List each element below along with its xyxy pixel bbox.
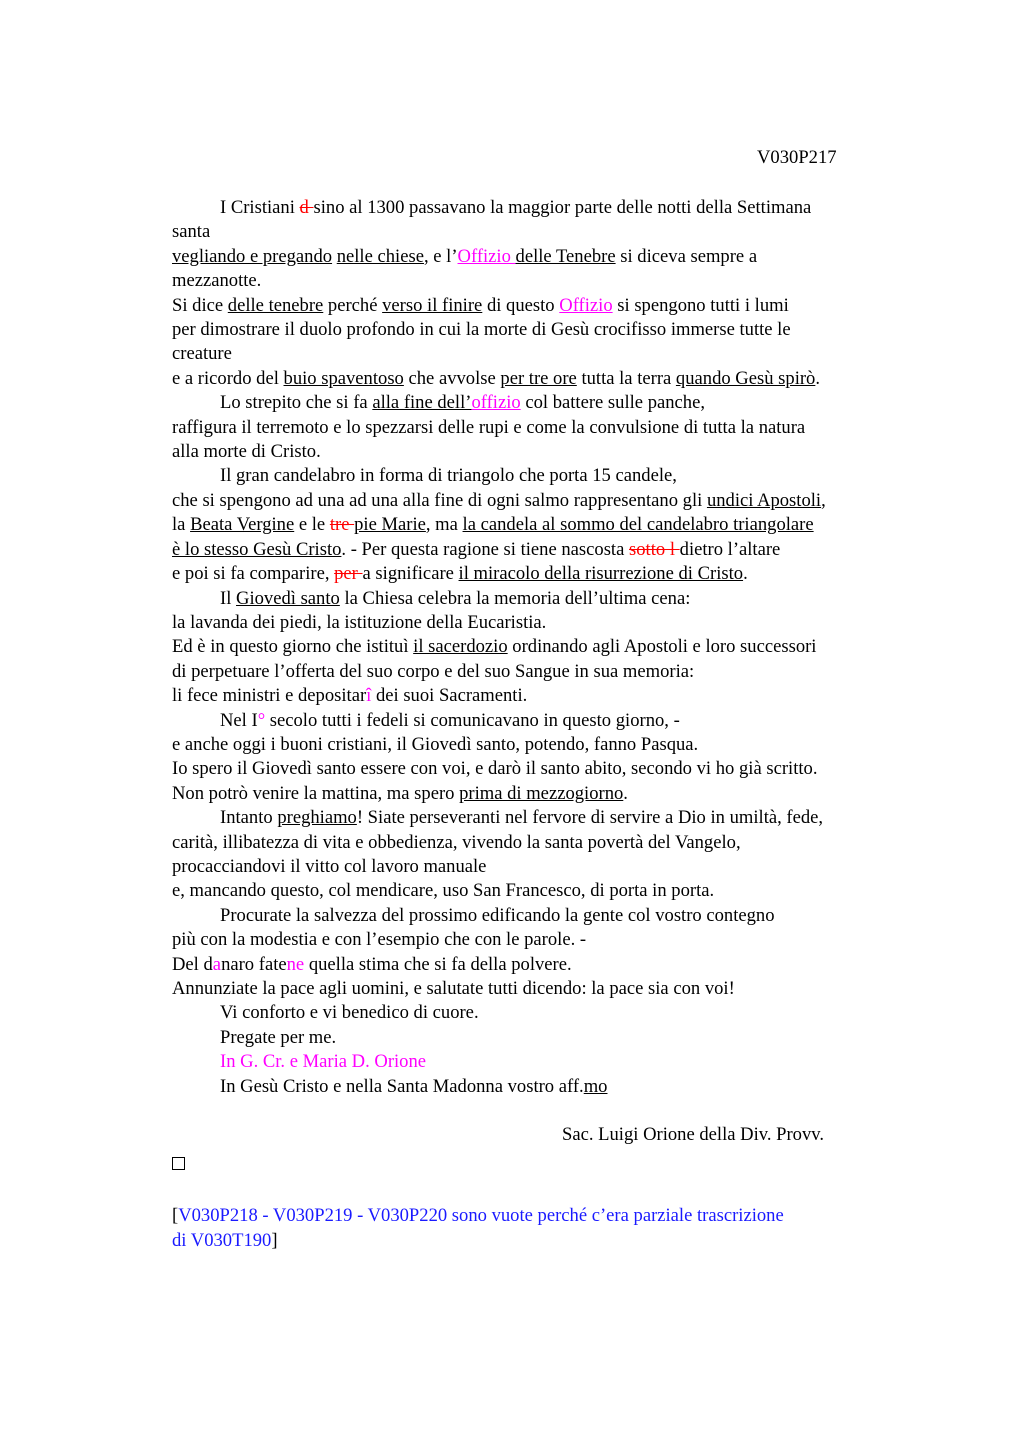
- text-line: [172, 1001, 912, 1025]
- text-segment: che avvolse: [403, 367, 501, 389]
- text-line: [172, 416, 912, 440]
- signature: Sac. Luigi Orione della Div. Provv.: [562, 1124, 824, 1146]
- text-line: [172, 953, 912, 977]
- text-segment: il sacerdozio: [413, 636, 508, 658]
- note-text-1: V030P218 - V030P219 - V030P220 sono vuote perché c’era parziale trascrizione: [178, 1205, 784, 1227]
- text-segment: Offizio: [457, 245, 516, 267]
- text-segment: Vi conforto e vi benedico di cuore.: [220, 1002, 479, 1024]
- text-segment: Lo strepito che si fa: [220, 392, 373, 414]
- text-segment: nelle chiese: [336, 245, 424, 267]
- text-line: [172, 611, 912, 635]
- text-segment: alla morte di Cristo.: [172, 441, 321, 463]
- text-segment: tutta la terra: [576, 367, 676, 389]
- text-segment: °: [257, 709, 266, 731]
- text-segment: ordinando agli Apostoli e loro successori: [507, 636, 817, 658]
- text-segment: sino al 1300 passavano la maggior parte delle notti della Settimana: [313, 197, 812, 218]
- text-segment: mezzanotte.: [172, 270, 262, 292]
- text-segment: .: [743, 563, 748, 585]
- note-text-2: di V030T190: [172, 1229, 272, 1251]
- text-segment: I Cristiani: [220, 197, 300, 218]
- text-segment: che si spengono ad una ad una alla fine di ogni salmo rappresentano gli: [172, 489, 707, 511]
- text-segment: procacciandovi il vitto col lavoro manuale: [172, 855, 487, 877]
- note-line-1: [172, 1204, 912, 1228]
- text-line: [172, 464, 912, 488]
- text-line: [172, 977, 912, 1001]
- text-line: [172, 245, 912, 269]
- text-line: [172, 220, 912, 244]
- text-segment: di questo: [482, 294, 560, 316]
- text-line: [172, 489, 912, 513]
- text-segment: la: [172, 514, 191, 536]
- empty-checkbox-icon: [172, 1157, 185, 1170]
- text-segment: la lavanda dei piedi, la istituzione della Eucaristia.: [172, 611, 547, 633]
- text-segment: Giovedì santo: [236, 587, 340, 609]
- text-segment: Io spero il Giovedì santo essere con voi, e darò il santo abito, secondo vi ho già scritto.: [172, 758, 818, 780]
- text-line: [172, 757, 912, 781]
- text-segment: e poi si fa comparire,: [172, 563, 335, 585]
- text-segment: , ma: [425, 514, 463, 536]
- text-segment: di perpetuare l’offerta del suo corpo e del suo Sangue in sua memoria:: [172, 660, 695, 682]
- text-segment: carità, illibatezza di vita e obbedienza, vivendo la santa povertà del Vangelo,: [172, 831, 741, 853]
- text-line: [172, 294, 912, 318]
- text-segment: î: [366, 685, 372, 707]
- text-segment: tre: [329, 514, 355, 536]
- text-segment: santa: [172, 221, 211, 243]
- text-line: [172, 269, 912, 293]
- text-segment: e a ricordo del: [172, 367, 284, 389]
- text-line: [172, 879, 912, 903]
- text-line: [172, 587, 912, 611]
- text-segment: pie Marie: [354, 514, 426, 536]
- text-segment: Ed è in questo giorno che istituì: [172, 636, 414, 658]
- text-line: [172, 196, 912, 220]
- text-segment: Intanto: [220, 807, 278, 829]
- text-line: [172, 391, 912, 415]
- text-segment: a significare: [362, 563, 459, 585]
- text-segment: quella stima che si fa della polvere.: [304, 953, 572, 975]
- text-line: [172, 1026, 912, 1050]
- spacer: [172, 1099, 912, 1123]
- text-segment: vegliando e pregando: [172, 245, 333, 267]
- text-segment: si diceva sempre a: [615, 245, 758, 267]
- text-segment: sotto l: [629, 538, 680, 560]
- text-line: [172, 928, 912, 952]
- text-segment: e anche oggi i buoni cristiani, il Giovedì santo, potendo, fanno Pasqua.: [172, 733, 699, 755]
- text-segment: ! Siate perseveranti nel fervore di servire a Dio in umiltà, fede,: [356, 807, 824, 829]
- text-segment: li fece ministri e depositar: [172, 685, 367, 707]
- editorial-note: [172, 1204, 912, 1253]
- text-segment: Il gran candelabro in forma di triangolo che porta 15 candele,: [220, 465, 677, 487]
- text-segment: Nel I: [220, 709, 258, 731]
- text-segment: la candela al sommo del candelabro triangolare: [462, 514, 814, 536]
- text-segment: offizio: [471, 392, 521, 414]
- text-segment: d: [299, 197, 314, 218]
- text-segment: la Chiesa celebra la memoria dell’ultima cena:: [339, 587, 691, 609]
- text-segment: col battere sulle panche,: [520, 392, 705, 414]
- text-segment: quando Gesù spirò: [675, 367, 816, 389]
- text-segment: Beata Vergine: [190, 514, 295, 536]
- text-line: [172, 684, 912, 708]
- text-segment: dei suoi Sacramenti.: [371, 685, 528, 707]
- text-line: [172, 318, 912, 342]
- text-line: [172, 367, 912, 391]
- text-line: [172, 782, 912, 806]
- checkbox-row: [172, 1148, 912, 1180]
- text-segment: Procurate la salvezza del prossimo edificando la gente col vostro contegno: [220, 904, 775, 926]
- text-segment: , e l’: [423, 245, 458, 267]
- text-line: [172, 831, 912, 855]
- text-line: [172, 660, 912, 684]
- text-segment: naro fate: [221, 953, 287, 975]
- text-segment: per tre ore: [500, 367, 577, 389]
- text-line: [172, 1075, 912, 1099]
- text-line: [172, 1050, 912, 1074]
- text-segment: Del d: [172, 953, 213, 975]
- text-line: [172, 635, 912, 659]
- letter-lines: [172, 196, 912, 1099]
- text-line: [172, 855, 912, 879]
- text-segment: delle tenebre: [227, 294, 324, 316]
- text-line: [172, 562, 912, 586]
- text-segment: creature: [172, 343, 232, 365]
- text-segment: Non potrò venire la mattina, ma spero: [172, 782, 460, 804]
- page-code: V030P217: [757, 147, 837, 168]
- text-line: [172, 513, 912, 537]
- text-segment: e le: [294, 514, 330, 536]
- text-segment: verso il finire: [382, 294, 483, 316]
- note-line-2: [172, 1229, 912, 1253]
- text-segment: . - Per questa ragione si tiene nascosta: [341, 538, 630, 560]
- spacer: [172, 1180, 912, 1204]
- text-line: [172, 709, 912, 733]
- letter-body: [172, 196, 912, 1253]
- text-segment: si spengono tutti i lumi: [612, 294, 789, 316]
- text-line: [172, 806, 912, 830]
- text-segment: .: [815, 367, 821, 389]
- text-segment: il miracolo della risurrezione di Cristo: [458, 563, 744, 585]
- text-line: [172, 342, 912, 366]
- note-close-bracket: ]: [271, 1229, 278, 1251]
- text-segment: Annunziate la pace agli uomini, e salutate tutti dicendo: la pace sia con voi!: [172, 978, 735, 999]
- text-segment: è lo stesso Gesù Cristo: [172, 538, 342, 560]
- text-segment: Offizio: [559, 294, 613, 316]
- text-segment: ne: [286, 953, 305, 975]
- text-segment: prima di mezzogiorno: [459, 782, 624, 804]
- text-segment: .: [623, 782, 628, 804]
- text-segment: per: [334, 563, 363, 585]
- text-segment: alla fine dell’: [372, 392, 472, 414]
- text-segment: Il: [220, 587, 237, 609]
- text-segment: raffigura il terremoto e lo spezzarsi delle rupi e come la convulsione di tutta la natura: [172, 416, 806, 438]
- text-segment: undici Apostoli: [706, 489, 822, 511]
- note-open-bracket: [: [172, 1205, 179, 1227]
- text-segment: Si dice: [172, 294, 228, 316]
- text-line: [172, 904, 912, 928]
- text-segment: In Gesù Cristo e nella Santa Madonna vostro aff.: [220, 1075, 584, 1097]
- text-line: [172, 733, 912, 757]
- text-segment: In G. Cr. e Maria D. Orione: [220, 1051, 427, 1073]
- text-segment: perché: [323, 294, 383, 316]
- text-segment: Pregate per me.: [220, 1026, 337, 1048]
- text-segment: secolo tutti i fedeli si comunicavano in questo giorno, -: [265, 709, 680, 731]
- text-segment: preghiamo: [277, 807, 357, 829]
- text-line: [172, 538, 912, 562]
- text-segment: ,: [821, 489, 826, 511]
- text-segment: mo: [583, 1075, 608, 1097]
- text-segment: delle Tenebre: [515, 245, 616, 267]
- text-segment: per dimostrare il duolo profondo in cui la morte di Gesù crocifisso immerse tutte le: [172, 319, 791, 341]
- text-line: [172, 440, 912, 464]
- text-segment: e, mancando questo, col mendicare, uso San Francesco, di porta in porta.: [172, 880, 715, 902]
- text-segment: a: [212, 953, 222, 975]
- text-segment: buio spaventoso: [283, 367, 404, 389]
- text-segment: più con la modestia e con l’esempio che con le parole. -: [172, 929, 587, 951]
- text-segment: dietro l’altare: [679, 538, 781, 560]
